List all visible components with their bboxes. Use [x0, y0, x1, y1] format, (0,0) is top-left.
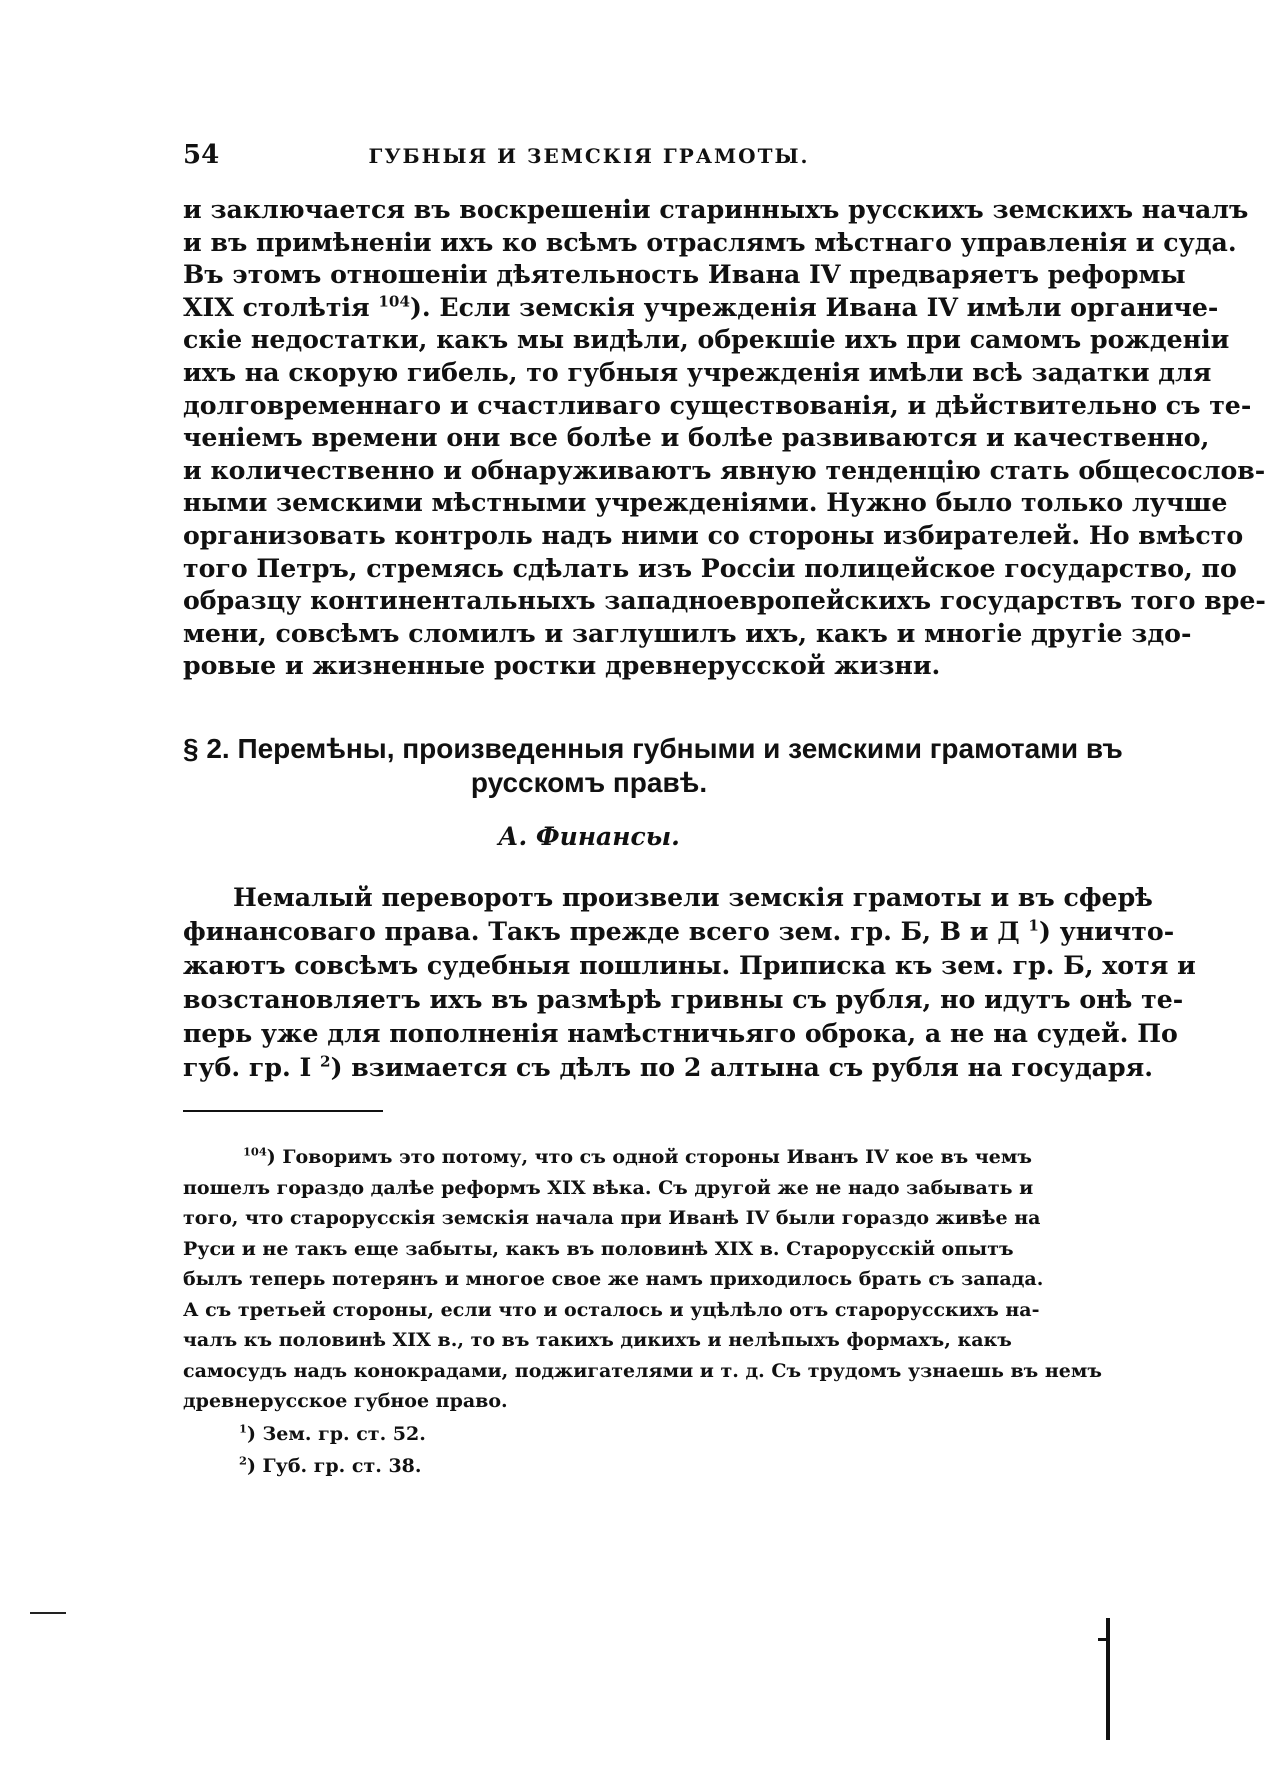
text-line: [183, 291, 1219, 324]
text-line: [183, 914, 1175, 948]
section-heading-line: русскомъ правѣ.: [470, 767, 708, 798]
footnote-number: 104: [243, 1144, 267, 1159]
page-header: [183, 140, 995, 180]
text-line: того Петръ, стремясь сдѣлать изъ Россіи полицейское государство, по: [183, 552, 1237, 583]
footnotes: [183, 1142, 1102, 1482]
text-fragment: финансоваго права. Такъ прежде всего зем. гр. Б, В и Д: [183, 916, 1020, 946]
footnote-line: [183, 1142, 1032, 1173]
text-line: ными земскими мѣстными учрежденіями. Нужно было только лучше: [183, 487, 1228, 518]
footnote-1: [183, 1419, 995, 1450]
text-line: долговременнаго и счастливаго существованія, и дѣйствительно съ те-: [183, 389, 1252, 420]
footnote-number: 1: [239, 1421, 247, 1436]
text-line: скіе недостатки, какъ мы видѣли, обрекшіе ихъ при самомъ рожденіи: [183, 324, 1230, 355]
text-fragment: губ. гр. I: [183, 1052, 312, 1082]
text-fragment: ). Если земскія учрежденія Ивана IV имѣли органиче-: [409, 291, 1219, 322]
footnote-line: того, что старорусскія земскія начала при Иванѣ IV были гораздо живѣе на: [183, 1207, 1041, 1229]
text-line: организовать контроль надъ ними со стороны избирателей. Но вмѣсто: [183, 519, 1244, 550]
text-line: ровые и жизненные ростки древнерусской жизни.: [183, 650, 941, 681]
footnote-line: Руси и не такъ еще забыты, какъ въ половинѣ XIX в. Старорусскій опытъ: [183, 1237, 1014, 1260]
text-line: ихъ на скорую гибель, то губныя учрежденія имѣли всѣ задатки для: [183, 356, 1212, 387]
footnote-line: древнерусское губное право.: [183, 1390, 508, 1412]
footnote-marker-104[interactable]: 104: [378, 292, 410, 311]
page-number: 54: [183, 140, 220, 170]
running-title: ГУБНЫЯ И ЗЕМСКІЯ ГРАМОТЫ.: [368, 144, 810, 168]
section-heading-line: § 2. Перемѣны, произведенныя губными и земскими грамотами въ: [183, 733, 1123, 764]
text-line: [183, 1050, 1153, 1084]
subsection-heading: А. Финансы.: [498, 822, 680, 851]
section-heading: [183, 732, 1123, 800]
scan-artifact: [30, 1612, 66, 1614]
text-line: перь уже для пополненія намѣстничьяго оброка, а не на судей. По: [183, 1018, 1178, 1048]
scan-artifact: [1106, 1618, 1110, 1740]
text-fragment: ) Говоримъ это потому, что съ одной стороны Иванъ IV кое въ чемъ: [266, 1146, 1032, 1168]
text-fragment: XIX столѣтія: [183, 291, 370, 322]
footnote-line: пошелъ гораздо далѣе реформъ XIX вѣка. Съ другой же не надо забывать и: [183, 1176, 1034, 1199]
text-line: возстановляетъ ихъ въ размѣрѣ гривны съ рубля, но идутъ онѣ те-: [183, 984, 1184, 1014]
footnote-marker-2[interactable]: 2: [320, 1052, 331, 1071]
footnote-marker-1[interactable]: 1: [1028, 916, 1039, 935]
paragraph-1: [183, 193, 1266, 682]
text-line: ченіемъ времени они все болѣе и болѣе развиваются и качественно,: [183, 422, 1210, 453]
paragraph-2: [183, 880, 1196, 1084]
footnote-line: былъ теперь потерянъ и многое свое же намъ приходилось брать съ запада.: [183, 1268, 1044, 1290]
footnote-2: [183, 1451, 995, 1482]
footnote-divider: [183, 1110, 383, 1112]
text-line: и въ примѣненіи ихъ ко всѣмъ отраслямъ мѣстнаго управленія и суда.: [183, 226, 1237, 257]
text-fragment: ) взимается съ дѣлъ по 2 алтына съ рубля на государя.: [330, 1052, 1153, 1082]
text-fragment: ) Зем. гр. ст. 52.: [246, 1422, 426, 1445]
text-line: образцу континентальныхъ западноевропейскихъ государствъ того вре-: [183, 585, 1266, 616]
text-fragment: ) уничто-: [1038, 916, 1175, 946]
footnote-line: чалъ къ половинѣ XIX в., то въ такихъ дикихъ и нелѣпыхъ формахъ, какъ: [183, 1329, 1012, 1351]
footnote-line: самосудъ надъ конокрадами, поджигателями и т. д. Съ трудомъ узнаешь въ немъ: [183, 1359, 1102, 1382]
scan-artifact: [1098, 1638, 1108, 1641]
text-fragment: ) Губ. гр. ст. 38.: [246, 1455, 422, 1477]
footnote-number: 2: [239, 1453, 247, 1468]
text-line: жаютъ совсѣмъ судебныя пошлины. Приписка къ зем. гр. Б, хотя и: [183, 950, 1196, 980]
footnote-line: А съ третьей стороны, если что и осталось и уцѣлѣло отъ старорусскихъ на-: [183, 1298, 1040, 1321]
text-line: Въ этомъ отношеніи дѣятельность Ивана IV предваряетъ реформы: [183, 259, 1186, 290]
text-line: Немалый переворотъ произвели земскія грамоты и въ сферѣ: [233, 882, 1153, 912]
text-line: мени, совсѣмъ сломилъ и заглушилъ ихъ, какъ и многіе другіе здо-: [183, 617, 1192, 648]
text-line: и заключается въ воскрешеніи старинныхъ русскихъ земскихъ началъ: [183, 194, 1249, 224]
text-line: и количественно и обнаруживаютъ явную тенденцію стать общесослов-: [183, 454, 1266, 485]
